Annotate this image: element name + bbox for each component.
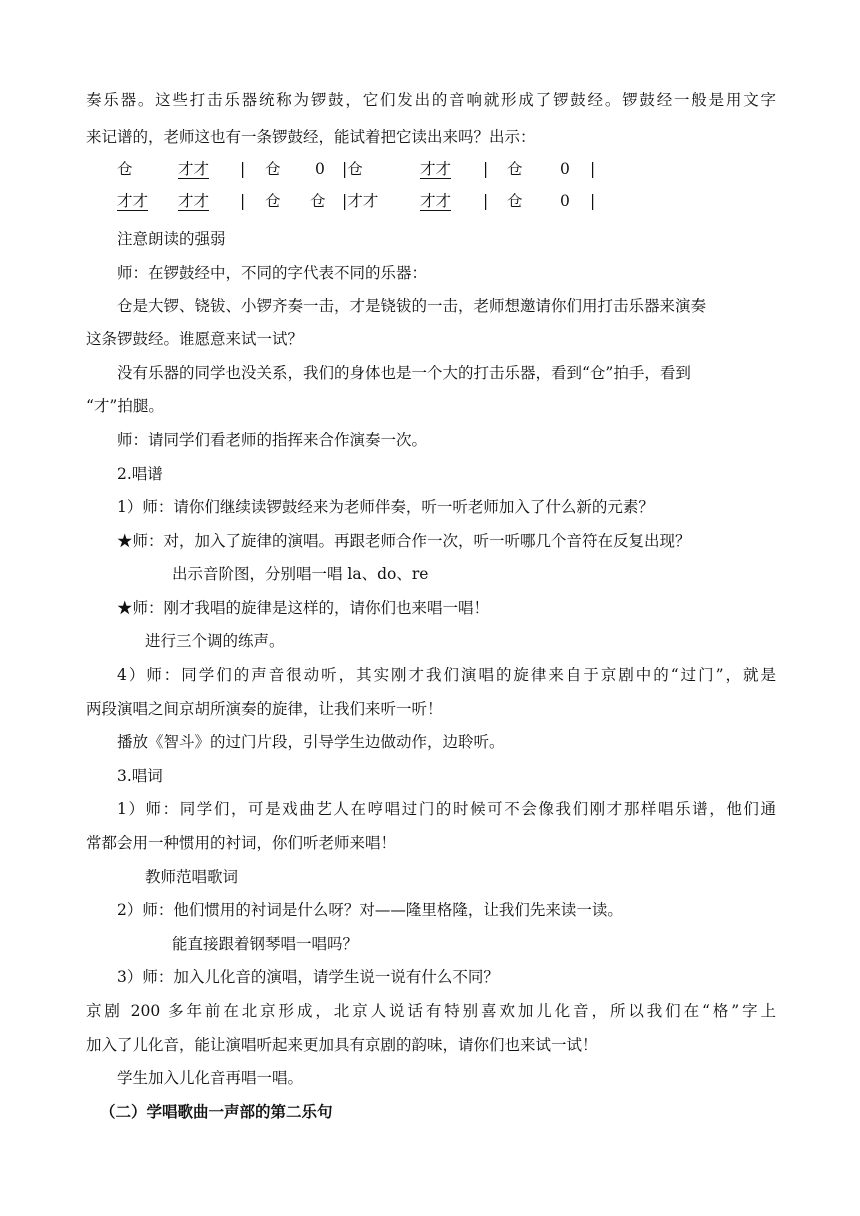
- notation-cell: 才才: [178, 160, 210, 178]
- paragraph-line: ★师：刚才我唱的旋律是这样的，请你们也来唱一唱！: [117, 599, 490, 617]
- notation-cell: 0: [560, 192, 570, 210]
- paragraph-line: 播放《智斗》的过门片段，引导学生边做动作，边聆听。: [117, 733, 505, 751]
- notation-cell: 仓: [507, 160, 523, 178]
- notation-bar: |: [483, 160, 489, 178]
- paragraph-line: 1）师：同学们，可是戏曲艺人在哼唱过门的时候可不会像我们刚才那样唱乐谱，他们通: [117, 800, 776, 818]
- notation-cell: 仓: [310, 192, 326, 210]
- section-heading: 3.唱词: [117, 767, 163, 785]
- notation-bar: |: [590, 160, 596, 178]
- paragraph-line: 师：请同学们看老师的指挥来合作演奏一次。: [117, 431, 428, 449]
- notation-cell: |仓: [342, 160, 363, 178]
- notation-cell: 仓: [507, 192, 523, 210]
- notation-cell: 才才: [420, 192, 452, 210]
- paragraph-line: 出示音阶图，分别唱一唱 la、do、re: [172, 565, 429, 583]
- paragraph-line: 4）师：同学们的声音很动听，其实刚才我们演唱的旋律来自于京剧中的“过门”，就是: [117, 666, 776, 684]
- paragraph-line: 来记谱的，老师这也有一条锣鼓经，能试着把它读出来吗？出示：: [86, 128, 536, 146]
- paragraph-line: 没有乐器的同学也没关系，我们的身体也是一个大的打击乐器，看到“仓”拍手，看到: [117, 364, 691, 382]
- paragraph-line: 京剧 200 多年前在北京形成，北京人说话有特别喜欢加儿化音，所以我们在“格”字上: [86, 1002, 776, 1020]
- paragraph-line: 学生加入儿化音再唱一唱。: [117, 1069, 304, 1087]
- notation-bar: |: [240, 160, 246, 178]
- notation-cell: 0: [560, 160, 570, 178]
- paragraph-line: 师：在锣鼓经中，不同的字代表不同的乐器：: [117, 264, 428, 282]
- notation-cell: 才才: [420, 160, 452, 178]
- notation-bar: |: [590, 192, 596, 210]
- notation-cell: 仓: [117, 160, 133, 178]
- notation-cell: 仓: [265, 160, 281, 178]
- paragraph-line: 仓是大锣、铙钹、小锣齐奏一击，才是铙钹的一击，老师想邀请你们用打击乐器来演奏: [117, 297, 707, 315]
- paragraph-line: 教师范唱歌词: [145, 868, 239, 886]
- notation-cell: 才才: [178, 192, 210, 210]
- notation-bar: |: [240, 192, 246, 210]
- notation-cell: 0: [315, 160, 325, 178]
- paragraph-line: 奏乐器。这些打击乐器统称为锣鼓，它们发出的音响就形成了锣鼓经。锣鼓经一般是用文字: [86, 91, 776, 109]
- section-heading: 2.唱谱: [117, 465, 163, 483]
- paragraph-line: 两段演唱之间京胡所演奏的旋律，让我们来听一听！: [86, 700, 443, 718]
- paragraph-line: 注意朗读的强弱: [117, 230, 226, 248]
- paragraph-line: 1）师：请你们继续读锣鼓经来为老师伴奏，听一听老师加入了什么新的元素？: [117, 498, 654, 516]
- notation-cell: 仓: [265, 192, 281, 210]
- paragraph-line: 3）师：加入儿化音的演唱，请学生说一说有什么不同？: [117, 968, 499, 986]
- section-heading: （二）学唱歌曲一声部的第二乐句: [100, 1102, 333, 1121]
- notation-bar: |: [483, 192, 489, 210]
- notation-cell: 才才: [117, 192, 149, 210]
- paragraph-line: 进行三个调的练声。: [145, 632, 285, 650]
- paragraph-line: ★师：对，加入了旋律的演唱。再跟老师合作一次，听一听哪几个音符在反复出现？: [117, 532, 691, 550]
- paragraph-line: “才”拍腿。: [86, 397, 164, 415]
- paragraph-line: 2）师：他们惯用的衬词是什么呀？对——隆里格隆，让我们先来读一读。: [117, 901, 623, 919]
- paragraph-line: 这条锣鼓经。谁愿意来试一试？: [86, 330, 304, 348]
- notation-cell: |才才: [342, 192, 379, 210]
- paragraph-line: 常都会用一种惯用的衬词，你们听老师来唱！: [86, 834, 397, 852]
- paragraph-line: 加入了儿化音，能让演唱听起来更加具有京剧的韵味，请你们也来试一试！: [86, 1036, 598, 1054]
- paragraph-line: 能直接跟着钢琴唱一唱吗？: [172, 935, 359, 953]
